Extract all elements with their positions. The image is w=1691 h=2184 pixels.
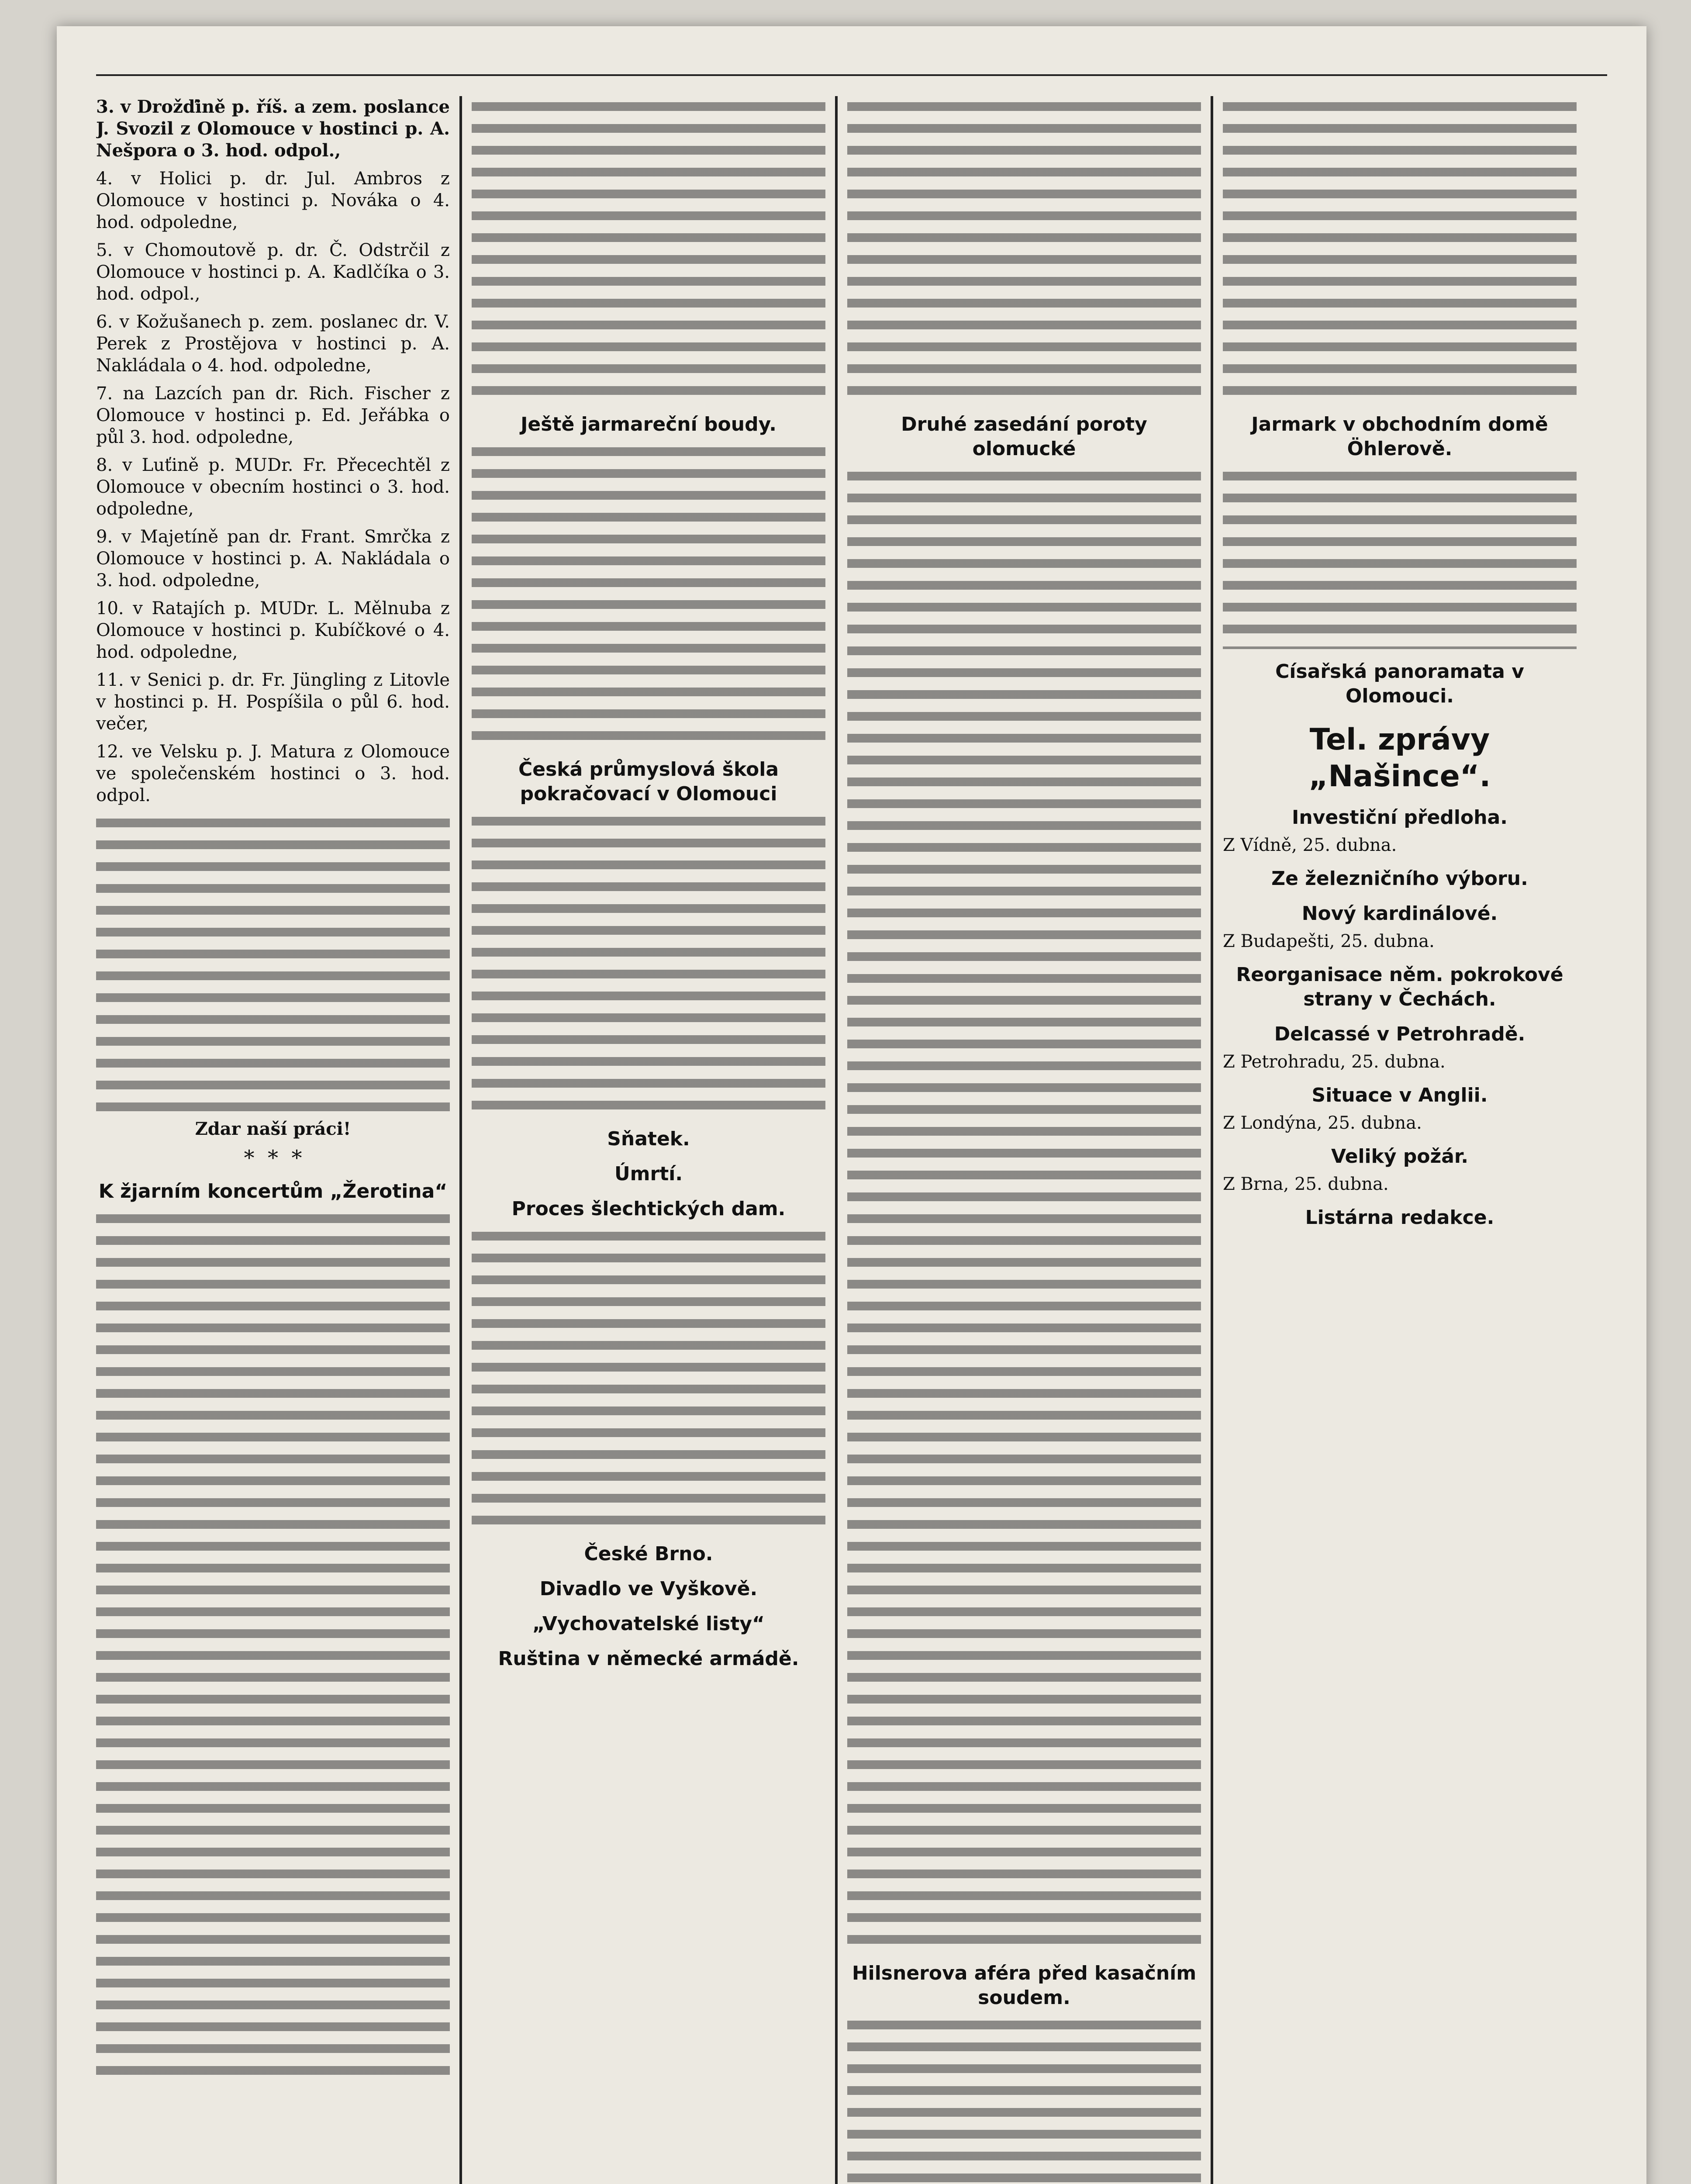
text-block-placeholder (1223, 96, 1577, 402)
text-block-placeholder (847, 96, 1201, 402)
dateline: Z Petrohradu, 25. dubna. (1223, 1052, 1446, 1072)
news-heading: Investiční předloha. (1292, 806, 1508, 829)
section-masthead: Tel. zprávy „Našince“. (1308, 722, 1491, 794)
column-rule (459, 96, 462, 2184)
article-heading: K žjarním koncertům „Žerotina“ (98, 1180, 448, 1203)
text-block-placeholder (472, 811, 825, 1116)
news-heading: Nový kardinálové. (1301, 902, 1498, 925)
article-heading: Sňatek. (607, 1128, 690, 1150)
text-block-placeholder (1223, 466, 1577, 649)
list-item: 11. v Senici p. dr. Fr. Jüngling z Litovle v hostinci p. H. Pospíšila o půl 6. hod. večer, (96, 670, 450, 734)
dateline: Z Brna, 25. dubna. (1223, 1174, 1389, 1194)
article-heading: Ještě jarmareční boudy. (521, 413, 776, 435)
article-heading: Hilsnerova aféra před kasačním soudem. (852, 1962, 1197, 2009)
dateline: Z Vídně, 25. dubna. (1223, 835, 1397, 855)
top-rule (96, 74, 1607, 76)
closing-line: Zdar naší práci! (195, 1119, 351, 1139)
column-3 (847, 96, 1201, 2184)
article-heading: Proces šlechtických dam. (511, 1198, 786, 1220)
list-item: 3. v Drožďině p. říš. a zem. poslance J. Svozil z Olomouce v hostinci p. A. Nešpora o 3. hod. odpol., (96, 97, 450, 161)
text-block-placeholder (472, 1226, 825, 1531)
article-heading: Česká průmyslová škola pokračovací v Olomouci (518, 758, 779, 805)
text-block-placeholder (96, 812, 450, 1118)
text-block-placeholder (847, 2015, 1201, 2184)
text-block-placeholder (847, 1339, 1201, 1951)
news-heading: Delcassé v Petrohradě. (1274, 1023, 1525, 1045)
column-4 (1223, 96, 1577, 2184)
article-heading: Císařská panoramata v Olomouci. (1275, 660, 1524, 707)
list-item: 9. v Majetíně pan dr. Frant. Smrčka z Olomouce v hostinci p. A. Nakládala o 3. hod. odpoledne, (96, 527, 450, 591)
article-heading: Ruština v německé armádě. (498, 1648, 799, 1670)
text-block-placeholder (472, 441, 825, 747)
list-item: 8. v Luťině p. MUDr. Fr. Přecechtěl z Olomouce v obecním hostinci o 3. hod. odpoledne, (96, 455, 450, 519)
news-heading: Ze železničního výboru. (1271, 867, 1528, 890)
article-heading: Úmrtí. (614, 1163, 683, 1185)
text-block-placeholder (96, 1208, 450, 2082)
news-heading: Reorganisace něm. pokrokové strany v Čechách. (1236, 964, 1563, 1010)
column-rule (1211, 96, 1213, 2184)
column-rule (835, 96, 838, 2184)
news-heading: Situace v Anglii. (1311, 1084, 1488, 1106)
list-item: 5. v Chomoutově p. dr. Č. Odstrčil z Olomouce v hostinci p. A. Kadlčíka o 3. hod. odpol., (96, 240, 450, 304)
column-1 (96, 96, 450, 2184)
article-heading: Druhé zasedání poroty olomucké (901, 413, 1147, 460)
list-item: 10. v Ratajích p. MUDr. L. Mělnuba z Olomouce v hostinci p. Kubíčkové o 4. hod. odpoledne, (96, 598, 450, 662)
list-item: 6. v Kožušanech p. zem. poslanec dr. V. Perek z Prostějova v hostinci p. A. Nakládala o 4. hod. odpoledne, (96, 312, 450, 376)
news-heading: Listárna redakce. (1305, 1206, 1494, 1229)
text-block-placeholder (847, 466, 1201, 1339)
column-2 (472, 96, 825, 2184)
newspaper-page (57, 26, 1646, 2184)
dateline: Z Londýna, 25. dubna. (1223, 1113, 1422, 1133)
text-block-placeholder (472, 96, 825, 402)
list-item: 7. na Lazcích pan dr. Rich. Fischer z Olomouce v hostinci p. Ed. Jeřábka o půl 3. hod. odpoledne, (96, 384, 450, 447)
article-heading: „Vychovatelské listy“ (532, 1613, 765, 1635)
dateline: Z Budapešti, 25. dubna. (1223, 931, 1435, 951)
list-item: 4. v Holici p. dr. Jul. Ambros z Olomouce v hostinci p. Nováka o 4. hod. odpoledne, (96, 169, 450, 232)
article-heading: Jarmark v obchodním domě Öhlerově. (1251, 413, 1548, 460)
article-heading: České Brno. (584, 1543, 713, 1565)
article-heading: Divadlo ve Vyškově. (539, 1578, 758, 1600)
news-heading: Veliký požár. (1331, 1145, 1469, 1168)
list-item: 12. ve Velsku p. J. Matura z Olomouce ve společenském hostinci o 3. hod. odpol. (96, 742, 450, 805)
separator: * * * (244, 1146, 302, 1170)
columns (96, 96, 1607, 2184)
